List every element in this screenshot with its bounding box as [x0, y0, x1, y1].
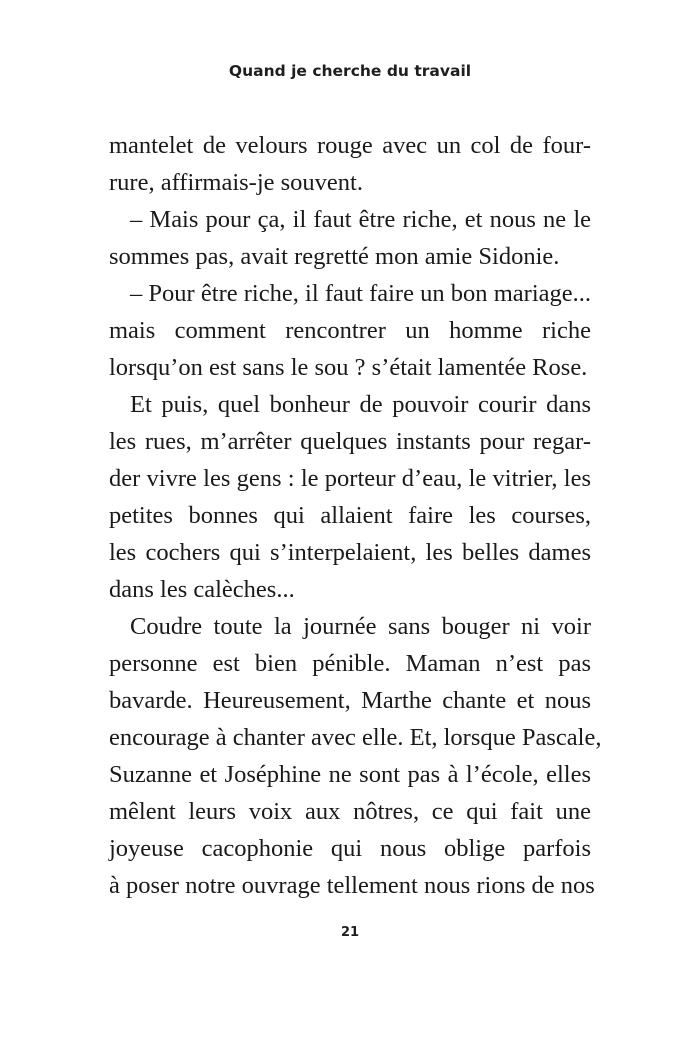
text-line: lorsqu’on est sans le sou ? s’était lamentée Rose. — [109, 354, 588, 381]
text-line: – Mais pour ça, il faut être riche, et nous ne le — [130, 206, 591, 233]
text-line: sommes pas, avait regretté mon amie Sidonie. — [109, 243, 560, 270]
text-line: rure, affirmais-je souvent. — [109, 169, 363, 196]
text-line: bavarde. Heureusement, Marthe chante et nous — [109, 687, 591, 714]
body-text — [109, 127, 602, 904]
text-line: mêlent leurs voix aux nôtres, ce qui fait une — [109, 798, 591, 825]
text-line: mais comment rencontrer un homme riche — [109, 317, 591, 344]
page-number: 21 — [340, 925, 360, 940]
text-line: les rues, m’arrêter quelques instants pour regar- — [109, 428, 591, 455]
text-line: Et puis, quel bonheur de pouvoir courir dans — [130, 391, 591, 418]
text-line: les cochers qui s’interpelaient, les belles dames — [109, 539, 591, 566]
text-line: encourage à chanter avec elle. Et, lorsque Pascale, — [109, 724, 602, 751]
text-line: joyeuse cacophonie qui nous oblige parfois — [109, 835, 591, 862]
text-line: à poser notre ouvrage tellement nous rions de nos — [109, 872, 595, 899]
text-line: personne est bien pénible. Maman n’est pas — [109, 650, 591, 677]
text-line: mantelet de velours rouge avec un col de four- — [109, 132, 591, 159]
running-head-title: Quand je cherche du travail — [228, 62, 472, 80]
text-line: dans les calèches... — [109, 576, 295, 603]
text-line: petites bonnes qui allaient faire les courses, — [109, 502, 591, 529]
text-line: – Pour être riche, il faut faire un bon mariage... — [130, 280, 591, 307]
text-line: Coudre toute la journée sans bouger ni voir — [130, 613, 591, 640]
text-line: Suzanne et Joséphine ne sont pas à l’école, elles — [109, 761, 591, 788]
text-line: der vivre les gens : le porteur d’eau, le vitrier, les — [109, 465, 591, 492]
